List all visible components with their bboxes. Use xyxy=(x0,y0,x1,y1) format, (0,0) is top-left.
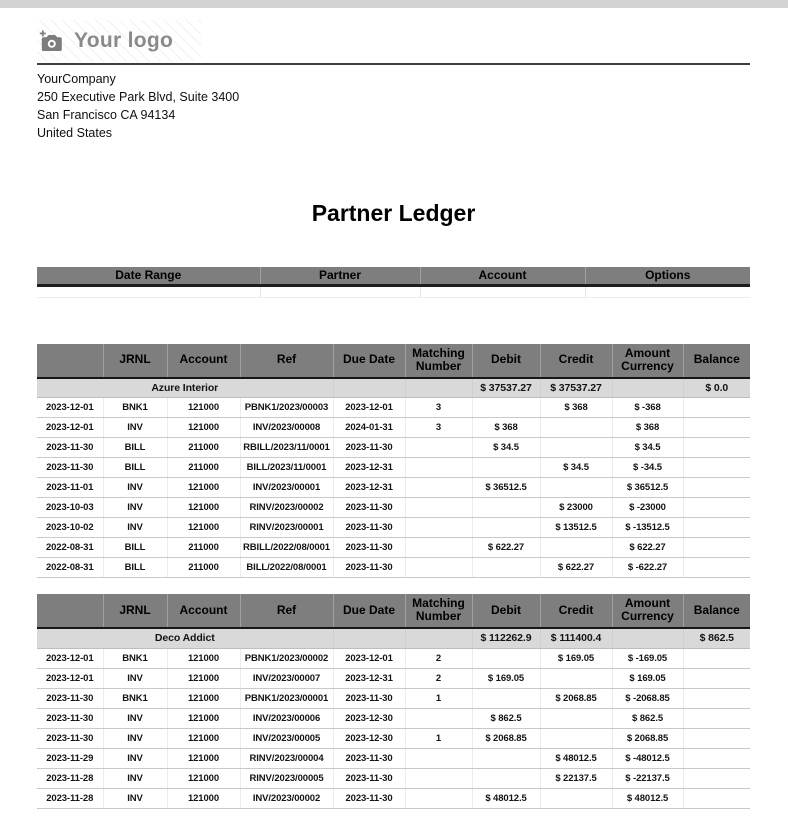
section-due-date xyxy=(333,378,405,398)
section-total-credit: $ 111400.4 xyxy=(540,628,612,648)
cell-date: 2023-12-01 xyxy=(37,398,103,418)
cell-ref: PBNK1/2023/00001 xyxy=(240,688,333,708)
cell-debit: $ 36512.5 xyxy=(472,478,540,498)
ledger-row xyxy=(37,418,750,438)
cell-jrnl: INV xyxy=(103,418,167,438)
header-divider xyxy=(37,63,750,65)
cell-due-date: 2023-11-30 xyxy=(333,748,405,768)
cell-debit: $ 2068.85 xyxy=(472,728,540,748)
logo-area xyxy=(37,20,750,62)
ledger-rows-azure-interior xyxy=(37,398,750,578)
cell-amount-currency: $ -23000 xyxy=(612,498,683,518)
cell-account: 121000 xyxy=(167,768,240,788)
cell-ref: RINV/2023/00005 xyxy=(240,768,333,788)
cell-amount-currency: $ -13512.5 xyxy=(612,518,683,538)
ledger-row xyxy=(37,478,750,498)
cell-account: 121000 xyxy=(167,728,240,748)
col-header-ref: Ref xyxy=(240,594,333,628)
cell-debit: $ 622.27 xyxy=(472,538,540,558)
cell-date: 2023-10-02 xyxy=(37,518,103,538)
ledger-row xyxy=(37,788,750,808)
cell-amount-currency: $ -169.05 xyxy=(612,648,683,668)
cell-due-date: 2023-11-30 xyxy=(333,438,405,458)
partner-name: Azure Interior xyxy=(37,378,333,398)
cell-amount-currency: $ 368 xyxy=(612,418,683,438)
cell-amount-currency: $ 2068.85 xyxy=(612,728,683,748)
cell-account: 121000 xyxy=(167,788,240,808)
filter-value-options xyxy=(585,285,750,297)
cell-jrnl: BILL xyxy=(103,458,167,478)
cell-matching xyxy=(405,708,472,728)
cell-ref: INV/2023/00002 xyxy=(240,788,333,808)
cell-jrnl: INV xyxy=(103,768,167,788)
col-header-jrnl: JRNL xyxy=(103,344,167,378)
col-header-account: Account xyxy=(167,594,240,628)
cell-amount-currency: $ 36512.5 xyxy=(612,478,683,498)
cell-jrnl: BILL xyxy=(103,438,167,458)
cell-balance xyxy=(683,538,750,558)
cell-balance xyxy=(683,558,750,578)
cell-matching xyxy=(405,458,472,478)
filter-value-partner xyxy=(260,285,420,297)
section-total-debit: $ 112262.9 xyxy=(472,628,540,648)
cell-date: 2023-11-30 xyxy=(37,438,103,458)
cell-matching xyxy=(405,538,472,558)
partner-name: Deco Addict xyxy=(37,628,333,648)
col-header-amount-currency: Amount Currency xyxy=(612,594,683,628)
col-header-date xyxy=(37,594,103,628)
ledger-row xyxy=(37,648,750,668)
cell-date: 2023-12-01 xyxy=(37,648,103,668)
cell-balance xyxy=(683,728,750,748)
cell-ref: RINV/2023/00001 xyxy=(240,518,333,538)
cell-due-date: 2023-12-30 xyxy=(333,708,405,728)
cell-due-date: 2023-12-01 xyxy=(333,648,405,668)
cell-account: 121000 xyxy=(167,478,240,498)
cell-ref: RBILL/2022/08/0001 xyxy=(240,538,333,558)
partner-section-row xyxy=(37,628,750,648)
cell-due-date: 2023-12-01 xyxy=(333,398,405,418)
section-due-date xyxy=(333,628,405,648)
cell-date: 2022-08-31 xyxy=(37,538,103,558)
cell-credit xyxy=(540,708,612,728)
cell-credit xyxy=(540,538,612,558)
cell-debit xyxy=(472,398,540,418)
cell-matching xyxy=(405,478,472,498)
cell-date: 2023-11-30 xyxy=(37,688,103,708)
cell-matching: 1 xyxy=(405,728,472,748)
cell-jrnl: INV xyxy=(103,518,167,538)
cell-debit: $ 862.5 xyxy=(472,708,540,728)
col-header-account: Account xyxy=(167,344,240,378)
ledger-row xyxy=(37,458,750,478)
ledger-header-row xyxy=(37,344,750,378)
cell-debit xyxy=(472,768,540,788)
cell-account: 211000 xyxy=(167,438,240,458)
cell-account: 121000 xyxy=(167,518,240,538)
col-header-due-date: Due Date xyxy=(333,344,405,378)
col-header-jrnl: JRNL xyxy=(103,594,167,628)
col-header-date xyxy=(37,344,103,378)
cell-ref: INV/2023/00008 xyxy=(240,418,333,438)
ledger-table-deco-addict xyxy=(37,594,750,809)
col-header-matching-number: Matching Number xyxy=(405,344,472,378)
cell-account: 121000 xyxy=(167,398,240,418)
cell-balance xyxy=(683,398,750,418)
ledger-row xyxy=(37,558,750,578)
cell-date: 2022-08-31 xyxy=(37,558,103,578)
cell-date: 2023-12-01 xyxy=(37,418,103,438)
filter-values-row xyxy=(37,285,750,297)
cell-date: 2023-11-29 xyxy=(37,748,103,768)
ledger-rows-deco-addict xyxy=(37,648,750,808)
cell-ref: INV/2023/00001 xyxy=(240,478,333,498)
col-header-matching-number: Matching Number xyxy=(405,594,472,628)
cell-date: 2023-11-30 xyxy=(37,728,103,748)
report-title: Partner Ledger xyxy=(311,200,476,226)
cell-due-date: 2023-11-30 xyxy=(333,518,405,538)
company-street: 250 Executive Park Blvd, Suite 3400 xyxy=(37,90,240,104)
cell-balance xyxy=(683,518,750,538)
cell-jrnl: INV xyxy=(103,788,167,808)
cell-debit: $ 368 xyxy=(472,418,540,438)
cell-ref: PBNK1/2023/00002 xyxy=(240,648,333,668)
col-header-due-date: Due Date xyxy=(333,594,405,628)
company-country: United States xyxy=(37,126,113,140)
cell-jrnl: INV xyxy=(103,728,167,748)
col-header-balance: Balance xyxy=(683,344,750,378)
cell-balance xyxy=(683,648,750,668)
cell-jrnl: INV xyxy=(103,668,167,688)
cell-due-date: 2023-11-30 xyxy=(333,558,405,578)
cell-amount-currency: $ 622.27 xyxy=(612,538,683,558)
cell-credit: $ 2068.85 xyxy=(540,688,612,708)
cell-date: 2023-11-30 xyxy=(37,708,103,728)
cell-account: 211000 xyxy=(167,558,240,578)
cell-ref: RINV/2023/00002 xyxy=(240,498,333,518)
cell-jrnl: BILL xyxy=(103,558,167,578)
cell-account: 121000 xyxy=(167,688,240,708)
section-total-amount-currency xyxy=(612,378,683,398)
cell-balance xyxy=(683,438,750,458)
cell-jrnl: BNK1 xyxy=(103,688,167,708)
cell-debit xyxy=(472,748,540,768)
cell-balance xyxy=(683,708,750,728)
cell-credit: $ 13512.5 xyxy=(540,518,612,538)
cell-matching xyxy=(405,558,472,578)
cell-amount-currency: $ -48012.5 xyxy=(612,748,683,768)
col-header-debit: Debit xyxy=(472,594,540,628)
col-header-credit: Credit xyxy=(540,344,612,378)
ledger-row xyxy=(37,768,750,788)
logo-text: Your logo xyxy=(74,29,174,52)
section-total-debit: $ 37537.27 xyxy=(472,378,540,398)
cell-matching xyxy=(405,748,472,768)
cell-account: 121000 xyxy=(167,668,240,688)
cell-matching: 3 xyxy=(405,418,472,438)
cell-date: 2023-12-01 xyxy=(37,668,103,688)
section-matching xyxy=(405,628,472,648)
cell-matching xyxy=(405,768,472,788)
cell-credit xyxy=(540,418,612,438)
cell-matching: 3 xyxy=(405,398,472,418)
cell-credit: $ 169.05 xyxy=(540,648,612,668)
cell-credit xyxy=(540,478,612,498)
cell-credit: $ 22137.5 xyxy=(540,768,612,788)
cell-matching xyxy=(405,498,472,518)
cell-amount-currency: $ -368 xyxy=(612,398,683,418)
cell-due-date: 2023-12-30 xyxy=(333,728,405,748)
cell-ref: BILL/2022/08/0001 xyxy=(240,558,333,578)
cell-matching: 1 xyxy=(405,688,472,708)
cell-debit: $ 169.05 xyxy=(472,668,540,688)
cell-date: 2023-11-01 xyxy=(37,478,103,498)
cell-debit xyxy=(472,458,540,478)
cell-account: 121000 xyxy=(167,418,240,438)
section-total-balance: $ 862.5 xyxy=(683,628,750,648)
cell-amount-currency: $ 48012.5 xyxy=(612,788,683,808)
cell-account: 121000 xyxy=(167,748,240,768)
cell-balance xyxy=(683,458,750,478)
section-total-balance: $ 0.0 xyxy=(683,378,750,398)
cell-debit xyxy=(472,558,540,578)
cell-matching xyxy=(405,788,472,808)
ledger-row xyxy=(37,748,750,768)
ledger-row xyxy=(37,538,750,558)
cell-date: 2023-10-03 xyxy=(37,498,103,518)
ledger-row xyxy=(37,398,750,418)
cell-amount-currency: $ -34.5 xyxy=(612,458,683,478)
cell-due-date: 2023-11-30 xyxy=(333,768,405,788)
cell-due-date: 2024-01-31 xyxy=(333,418,405,438)
cell-jrnl: INV xyxy=(103,478,167,498)
cell-credit xyxy=(540,668,612,688)
filter-header-date-range: Date Range xyxy=(37,267,260,285)
cell-account: 211000 xyxy=(167,458,240,478)
cell-credit: $ 622.27 xyxy=(540,558,612,578)
col-header-debit: Debit xyxy=(472,344,540,378)
cell-ref: INV/2023/00006 xyxy=(240,708,333,728)
filter-header-partner: Partner xyxy=(260,267,420,285)
filter-header-options: Options xyxy=(585,267,750,285)
ledger-table-azure-interior xyxy=(37,344,750,579)
cell-amount-currency: $ 862.5 xyxy=(612,708,683,728)
cell-amount-currency: $ -622.27 xyxy=(612,558,683,578)
ledger-row xyxy=(37,728,750,748)
cell-jrnl: INV xyxy=(103,748,167,768)
cell-amount-currency: $ 34.5 xyxy=(612,438,683,458)
cell-balance xyxy=(683,748,750,768)
filter-header-account: Account xyxy=(420,267,585,285)
cell-debit xyxy=(472,518,540,538)
cell-due-date: 2023-12-31 xyxy=(333,458,405,478)
cell-date: 2023-11-28 xyxy=(37,768,103,788)
cell-account: 121000 xyxy=(167,708,240,728)
cell-due-date: 2023-11-30 xyxy=(333,688,405,708)
cell-amount-currency: $ -22137.5 xyxy=(612,768,683,788)
cell-ref: RINV/2023/00004 xyxy=(240,748,333,768)
section-total-amount-currency xyxy=(612,628,683,648)
company-city: San Francisco CA 94134 xyxy=(37,108,176,122)
cell-due-date: 2023-12-31 xyxy=(333,478,405,498)
ledger-row xyxy=(37,688,750,708)
ledger-row xyxy=(37,668,750,688)
company-address-block xyxy=(37,70,750,142)
company-name: YourCompany xyxy=(37,72,116,86)
section-total-credit: $ 37537.27 xyxy=(540,378,612,398)
cell-balance xyxy=(683,418,750,438)
cell-balance xyxy=(683,668,750,688)
cell-account: 211000 xyxy=(167,538,240,558)
cell-jrnl: INV xyxy=(103,708,167,728)
cell-balance xyxy=(683,498,750,518)
cell-jrnl: BILL xyxy=(103,538,167,558)
ledger-row xyxy=(37,438,750,458)
cell-balance xyxy=(683,768,750,788)
filter-value-account xyxy=(420,285,585,297)
filter-header-row xyxy=(37,267,750,285)
cell-credit xyxy=(540,788,612,808)
col-header-credit: Credit xyxy=(540,594,612,628)
cell-debit xyxy=(472,498,540,518)
cell-amount-currency: $ 169.05 xyxy=(612,668,683,688)
cell-due-date: 2023-11-30 xyxy=(333,788,405,808)
cell-account: 121000 xyxy=(167,498,240,518)
cell-matching xyxy=(405,438,472,458)
camera-icon xyxy=(39,29,63,53)
cell-jrnl: INV xyxy=(103,498,167,518)
filter-value-date-range xyxy=(37,285,260,297)
cell-jrnl: BNK1 xyxy=(103,398,167,418)
cell-credit: $ 23000 xyxy=(540,498,612,518)
cell-debit: $ 48012.5 xyxy=(472,788,540,808)
cell-matching xyxy=(405,518,472,538)
cell-ref: INV/2023/00007 xyxy=(240,668,333,688)
cell-date: 2023-11-30 xyxy=(37,458,103,478)
cell-balance xyxy=(683,478,750,498)
cell-ref: PBNK1/2023/00003 xyxy=(240,398,333,418)
report-page xyxy=(37,20,750,809)
cell-due-date: 2023-11-30 xyxy=(333,538,405,558)
ledger-header-row xyxy=(37,594,750,628)
cell-debit: $ 34.5 xyxy=(472,438,540,458)
cell-credit: $ 34.5 xyxy=(540,458,612,478)
cell-matching: 2 xyxy=(405,668,472,688)
col-header-amount-currency: Amount Currency xyxy=(612,344,683,378)
ledger-row xyxy=(37,708,750,728)
col-header-balance: Balance xyxy=(683,594,750,628)
logo-placeholder xyxy=(37,20,201,62)
cell-amount-currency: $ -2068.85 xyxy=(612,688,683,708)
cell-debit xyxy=(472,648,540,668)
cell-balance xyxy=(683,688,750,708)
section-matching xyxy=(405,378,472,398)
ledger-row xyxy=(37,498,750,518)
cell-due-date: 2023-12-31 xyxy=(333,668,405,688)
partner-section-row xyxy=(37,378,750,398)
cell-ref: RBILL/2023/11/0001 xyxy=(240,438,333,458)
col-header-ref: Ref xyxy=(240,344,333,378)
cell-debit xyxy=(472,688,540,708)
cell-credit xyxy=(540,728,612,748)
cell-matching: 2 xyxy=(405,648,472,668)
cell-credit: $ 368 xyxy=(540,398,612,418)
cell-date: 2023-11-28 xyxy=(37,788,103,808)
filter-bar xyxy=(37,267,750,298)
cell-ref: INV/2023/00005 xyxy=(240,728,333,748)
cell-credit xyxy=(540,438,612,458)
cell-ref: BILL/2023/11/0001 xyxy=(240,458,333,478)
ledger-row xyxy=(37,518,750,538)
page-top-bar xyxy=(0,0,788,8)
cell-due-date: 2023-11-30 xyxy=(333,498,405,518)
cell-balance xyxy=(683,788,750,808)
cell-credit: $ 48012.5 xyxy=(540,748,612,768)
cell-jrnl: BNK1 xyxy=(103,648,167,668)
cell-account: 121000 xyxy=(167,648,240,668)
